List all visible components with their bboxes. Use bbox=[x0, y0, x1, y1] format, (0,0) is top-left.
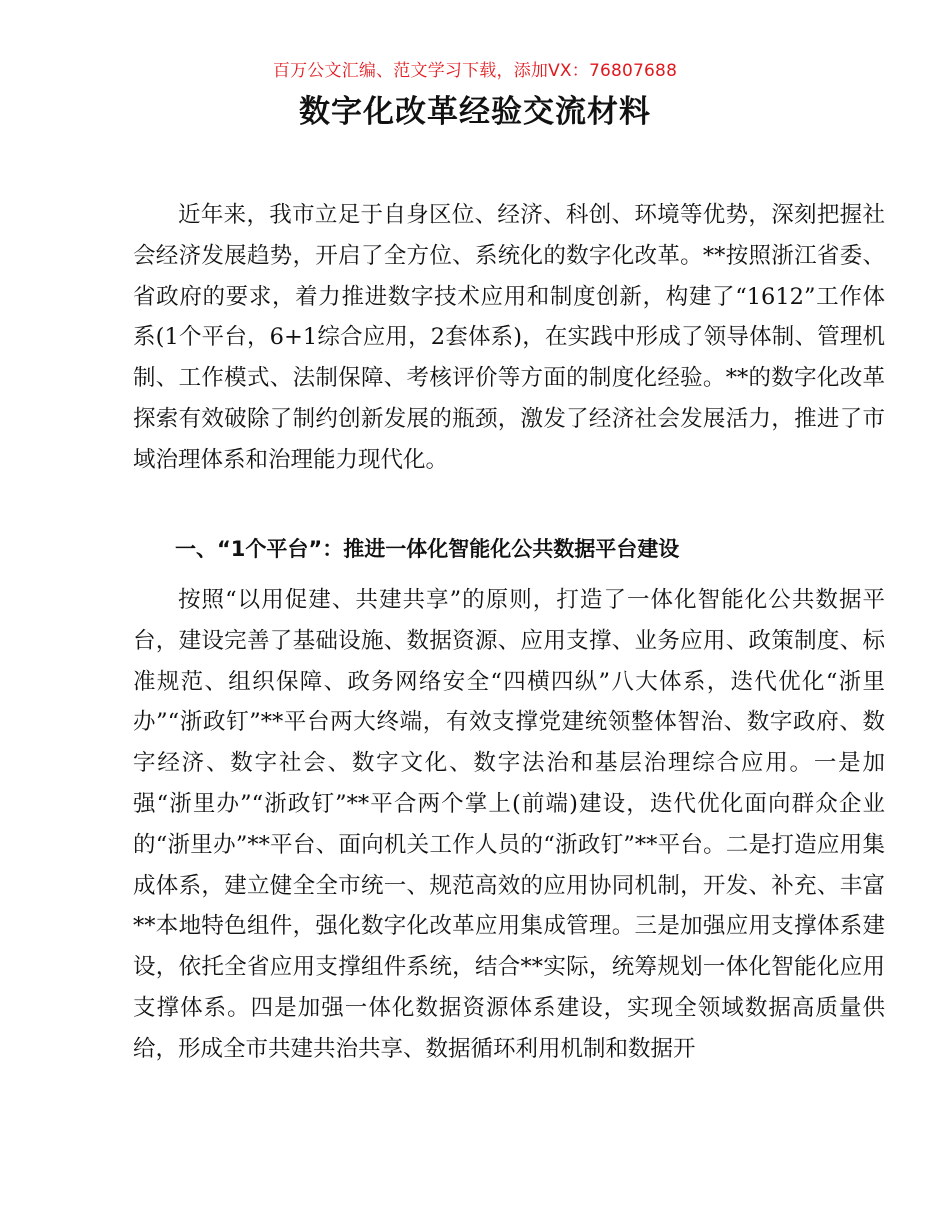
document-title: 数字化改革经验交流材料 bbox=[299, 94, 651, 130]
watermark-header-note: 百万公文汇编、范文学习下载，添加VX：76807688 bbox=[272, 61, 678, 81]
section-1-paragraph: 按照“以用促建、共建共享”的原则，打造了一体化智能化公共数据平台，建设完善了基础设施、数据资源、应用支撑、业务应用、政策制度、标准规范、组织保障、政务网络安全“四横四纵”八大体系，迭代优化“浙里办”“浙政钉”**平台两大终端，有效支撑党建统领整体智治、数字政府、数字经济、数字社会、数字文化、数字法治和基层治理综合应用。一是加强“浙里办”“浙政钉”**平合两个掌上(前端)建设，迭代优化面向群众企业的“浙里办”**平台、面向机关工作人员的“浙政钉”**平台。二是打造应用集成体系，建立健全全市统一、规范高效的应用协同机制，开发、补充、丰富**本地特色组件，强化数字化改革应用集成管理。三是加强应用支撑体系建设，依托全省应用支撑组件系统，结合**实际，统筹规划一体化智能化应用支撑体系。四是加强一体化数据资源体系建设，实现全领域数据高质量供给，形成全市共建共治共享、数据循环利用机制和数据开 bbox=[133, 587, 885, 1062]
intro-paragraph: 近年来，我市立足于自身区位、经济、科创、环境等优势，深刻把握社会经济发展趋势，开启了全方位、系统化的数字化改革。**按照浙江省委、省政府的要求，着力推进数字技术应用和制度创新，构建了“1612”工作体系(1个平台，6+1综合应用，2套体系)，在实践中形成了领导体制、管理机制、工作模式、法制保障、考核评价等方面的制度化经验。**的数字化改革探索有效破除了制约创新发展的瓶颈，激发了经济社会发展活力，推进了市域治理体系和治理能力现代化。 bbox=[133, 202, 885, 473]
section-heading-1: 一、“1个平台”：推进一体化智能化公共数据平台建设 bbox=[175, 537, 680, 561]
